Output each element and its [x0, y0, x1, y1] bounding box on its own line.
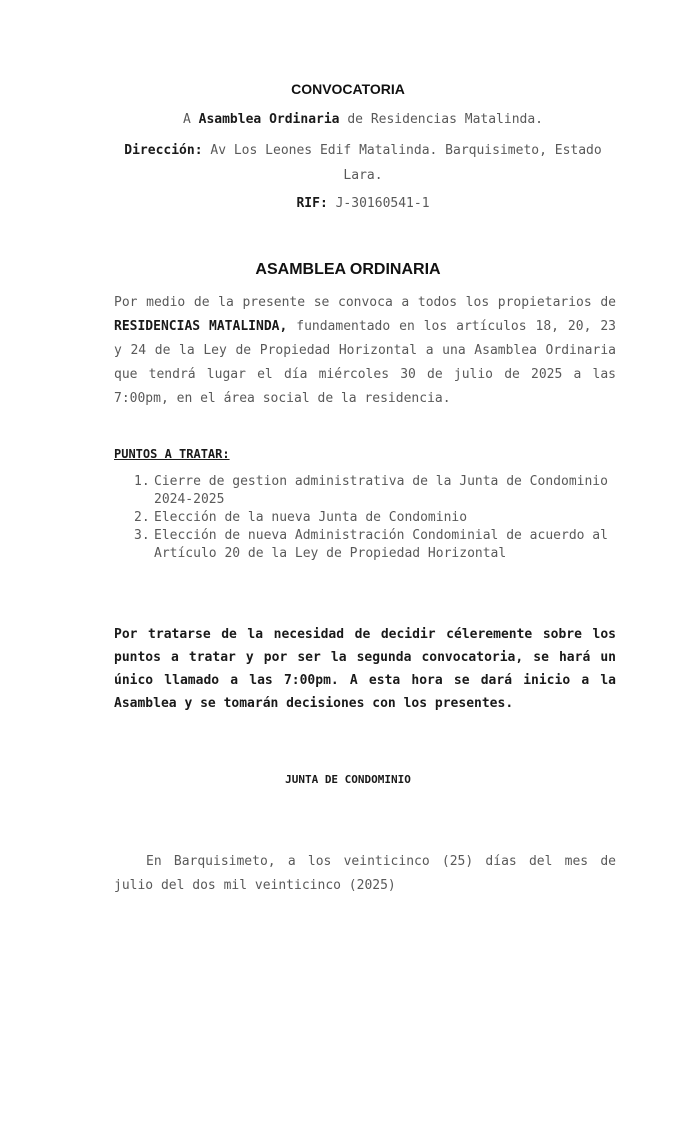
- list-item-text: Elección de nueva Administración Condominial de acuerdo al Artículo 20 de la Ley de Propiedad Horizontal: [154, 528, 608, 561]
- section-title: ASAMBLEA ORDINARIA: [255, 261, 441, 278]
- list-item-number: 2.: [134, 510, 150, 525]
- intro-text-end: fundamentado en los artículos 18, 20, 23 y 24 de la Ley de Propiedad Horizontal a una Asamblea Ordinaria que tendrá lugar el día miércoles 30 de julio de 2025 a las 7:00pm, en el área social de la residencia.: [114, 319, 616, 406]
- rif-line: [110, 191, 616, 216]
- agenda-heading: PUNTOS A TRATAR:: [114, 447, 230, 461]
- list-item-number: 3.: [134, 528, 150, 543]
- intro-paragraph: [114, 291, 616, 411]
- list-item-text: Cierre de gestion administrativa de la Junta de Condominio 2024-2025: [154, 474, 608, 507]
- closing-paragraph: En Barquisimeto, a los veinticinco (25) días del mes de julio del dos mil veinticinco (2025): [114, 854, 616, 893]
- rif-value: J-30160541-1: [327, 196, 430, 211]
- list-item-number: 1.: [134, 474, 150, 489]
- rif-label: RIF:: [296, 196, 328, 211]
- address-label: Dirección:: [124, 143, 203, 158]
- intro-residence-name: RESIDENCIAS MATALINDA,: [114, 319, 288, 334]
- address-value: Av Los Leones Edif Matalinda. Barquisimeto, Estado Lara.: [202, 143, 602, 183]
- address-line: [110, 138, 616, 188]
- assembly-line-suffix: de Residencias Matalinda.: [339, 112, 544, 127]
- list-item: [114, 527, 614, 563]
- list-item-text: Elección de la nueva Junta de Condominio: [154, 510, 468, 525]
- document-title: CONVOCATORIA: [291, 81, 405, 97]
- list-item: [114, 473, 614, 509]
- signature: JUNTA DE CONDOMINIO: [285, 773, 411, 786]
- assembly-line-prefix: A: [182, 112, 199, 127]
- agenda-list: [114, 473, 614, 563]
- intro-text-start: Por medio de la presente se convoca a todos los propietarios de: [114, 295, 616, 310]
- notice-paragraph: Por tratarse de la necesidad de decidir céleremente sobre los puntos a tratar y por ser la segunda convocatoria, se hará un único llamado a las 7:00pm. A esta hora se dará inicio a la Asamblea y se tomarán decisiones con los presentes.: [114, 627, 616, 711]
- assembly-type: Asamblea Ordinaria: [198, 112, 340, 127]
- list-item: [114, 509, 614, 527]
- assembly-line: [110, 107, 616, 132]
